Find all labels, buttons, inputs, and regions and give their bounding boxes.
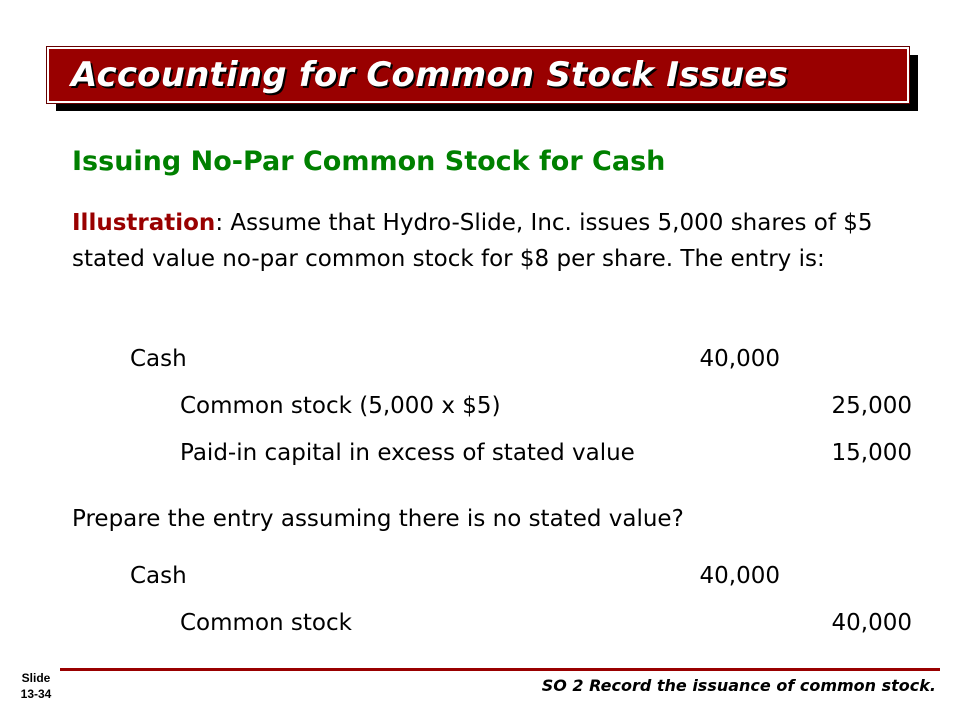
- section-subtitle: Issuing No-Par Common Stock for Cash: [72, 146, 666, 177]
- question-text: Prepare the entry assuming there is no stated value?: [72, 506, 684, 532]
- entry1-debit-account: Cash: [130, 346, 187, 372]
- slide-number: [12, 670, 60, 702]
- footer-divider: [60, 668, 940, 671]
- entry1-credit-row-2: [180, 440, 915, 470]
- study-objective: SO 2 Record the issuance of common stock.: [541, 676, 936, 695]
- slide-title: Accounting for Common Stock Issues: [71, 55, 789, 95]
- entry2-debit-row: [130, 563, 790, 593]
- entry2-credit-amount-1: 40,000: [831, 610, 912, 636]
- entry2-credit-account-1: Common stock: [180, 610, 352, 636]
- slide-label: Slide: [21, 671, 51, 685]
- entry1-credit-amount-1: 25,000: [831, 393, 912, 419]
- illustration-label: Illustration: [72, 210, 216, 236]
- entry2-debit-account: Cash: [130, 563, 187, 589]
- entry1-credit-row-1: [180, 393, 915, 423]
- title-bar: [47, 47, 909, 103]
- entry1-debit-amount: 40,000: [699, 346, 780, 372]
- entry2-debit-amount: 40,000: [699, 563, 780, 589]
- entry1-debit-row: [130, 346, 790, 376]
- illustration-text: Assume that Hydro-Slide, Inc. issues 5,000 shares of $5 stated value no-par common stock for $8 per share. The entry is:: [72, 210, 873, 272]
- illustration-paragraph: [72, 205, 902, 277]
- entry1-credit-account-2: Paid-in capital in excess of stated value: [180, 440, 635, 466]
- entry2-credit-row-1: [180, 610, 915, 640]
- slide-number-value: 13-34: [20, 687, 52, 701]
- illustration-colon: :: [215, 210, 224, 236]
- entry1-credit-account-1: Common stock (5,000 x $5): [180, 393, 501, 419]
- entry1-credit-amount-2: 15,000: [831, 440, 912, 466]
